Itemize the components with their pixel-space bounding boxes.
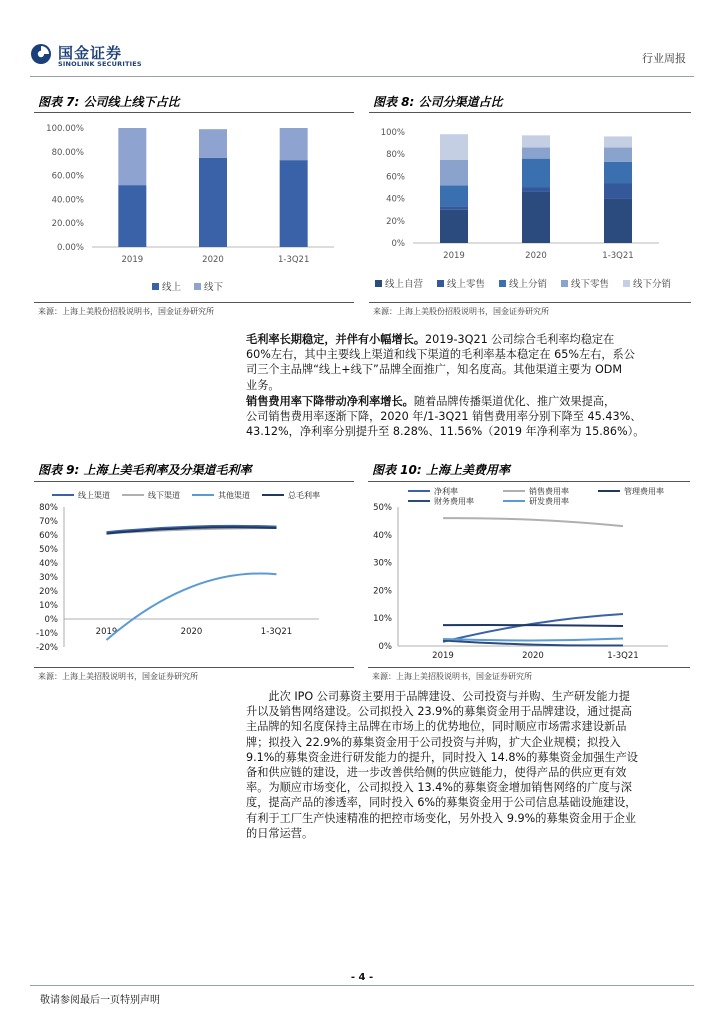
text-line: 度，提高产品的渗透率，同时投入 6%的募集资金用于公司信息基础设施建设，: [246, 796, 637, 810]
legend-label: 销售费用率: [529, 487, 569, 496]
legend-label: 线下零售: [571, 279, 610, 290]
legend-label: 其他渠道: [218, 491, 250, 500]
text-line: 司三个主品牌“线上+线下”品牌全面推广，知名度高。其他渠道主要为 ODM: [246, 363, 623, 377]
text-line: 率。为顺应市场变化，公司拟投入 13.4%的募集资金增加销售网络的广度与深: [246, 781, 632, 795]
text-line: 有利于工厂生产快速精准的把控市场变化，另外投入 9.9%的募集资金用于企业: [246, 811, 636, 825]
text-line: 随着品牌传播渠道优化、推广效果提高，: [413, 395, 616, 408]
legend-swatch: [375, 280, 382, 287]
y-tick-label: -20%: [36, 643, 58, 653]
legend-swatch: [499, 280, 506, 287]
x-tick-label: 2019: [432, 651, 454, 661]
bar-segment-1: [522, 192, 550, 243]
paragraph-sales-expense: [246, 394, 692, 440]
paragraph-gross-margin: [246, 332, 692, 393]
y-tick-label: 80%: [386, 150, 405, 161]
bar-segment-4: [440, 160, 468, 186]
fig8-title-rule: [369, 112, 691, 113]
series-line-3: [443, 625, 623, 626]
bar-segment-1: [199, 158, 227, 247]
x-tick-label: 2020: [180, 627, 203, 637]
y-tick-label: 0%: [391, 239, 405, 249]
fig7-title: 图表 7: 公司线上线下占比: [38, 95, 180, 109]
page-number: - 4 -: [350, 972, 374, 983]
legend-label: 线下渠道: [148, 491, 180, 500]
fig9-source-rule: [34, 667, 354, 668]
y-tick-label: 50%: [39, 545, 58, 555]
y-tick-label: 40%: [373, 530, 392, 541]
fig10-chart: [368, 484, 690, 664]
text-line: 2019-3Q21 公司综合毛利率均稳定在: [425, 333, 615, 346]
text-line: 备和供应链的建设，进一步改善供给侧的供应链能力，使得产品的供应更有效: [246, 766, 627, 780]
fig9-chart: [34, 484, 354, 664]
bar-segment-1: [118, 185, 146, 247]
text-line: 9.1%的募集资金进行研发能力的提升，同时投入 14.8%的募集资金加强生产设: [246, 750, 638, 764]
y-tick-label: 100%: [380, 128, 405, 138]
fig10-source: 来源：上海上美招股说明书，国金证券研究所: [372, 672, 532, 681]
bar-segment-3: [522, 159, 550, 188]
y-tick-label: 0.00%: [56, 243, 84, 253]
y-tick-label: 80%: [39, 503, 58, 513]
x-tick-label: 2019: [121, 255, 144, 265]
fig7-chart: [34, 114, 354, 300]
legend-swatch: [437, 280, 444, 287]
y-tick-label: 40%: [39, 559, 58, 569]
legend-label: 管理费用率: [624, 487, 664, 496]
bar-segment-4: [522, 148, 550, 159]
text-line: 的日常运营。: [246, 826, 314, 840]
fig8-source-rule: [369, 302, 691, 303]
report-section-label: 行业周报: [642, 52, 686, 65]
y-tick-label: 30%: [373, 558, 392, 569]
fig7-source: 来源：上海上美股份招股说明书，国金证券研究所: [38, 307, 214, 316]
y-tick-label: 80.00%: [51, 147, 84, 158]
text-line: 业务。: [246, 378, 280, 392]
x-tick-label: 2019: [95, 627, 118, 637]
y-tick-label: -10%: [36, 629, 58, 639]
company-logo: [30, 42, 190, 72]
legend-label: 线上分销: [509, 279, 548, 290]
y-tick-label: 20%: [373, 586, 392, 597]
text-line: 主品牌的知名度保持主品牌在市场上的优势地位，同时顺应市场需求建设新品: [246, 720, 627, 734]
y-tick-label: 60.00%: [51, 171, 84, 182]
x-tick-label: 1-3Q21: [260, 627, 293, 637]
legend-swatch: [561, 280, 568, 287]
bar-segment-1: [604, 199, 632, 243]
x-tick-label: 2020: [202, 255, 224, 265]
bar-segment-2: [118, 128, 146, 185]
fig10-title: 图表 10: 上海上美费用率: [372, 463, 510, 477]
logo-en-text: SINOLINK SECURITIES: [58, 60, 142, 68]
y-tick-label: 40%: [386, 194, 405, 205]
legend-label: 线下分销: [633, 279, 672, 290]
header-divider: [30, 76, 694, 77]
x-tick-label: 2019: [443, 251, 465, 261]
bar-segment-1: [440, 210, 468, 243]
legend-label: 研发费用率: [529, 497, 569, 506]
paragraph-gross-margin-lead: 毛利率长期稳定，并伴有小幅增长。: [246, 333, 426, 346]
bar-segment-3: [604, 162, 632, 183]
y-tick-label: 10%: [373, 614, 392, 625]
legend-label: 线上自营: [385, 279, 424, 290]
y-tick-label: 30%: [39, 573, 58, 583]
legend-label: 线上: [162, 282, 182, 293]
legend-swatch: [623, 280, 630, 287]
bar-segment-1: [280, 160, 308, 247]
y-tick-label: 60%: [386, 172, 405, 183]
text-line: 公司销售费用率逐渐下降，2020 年/1-3Q21 销售费用率分别下降至 45.43%、: [246, 410, 642, 424]
fig10-source-rule: [368, 667, 690, 668]
bar-segment-2: [280, 128, 308, 160]
fig9-title-rule: [34, 481, 354, 482]
fig7-title-rule: [34, 112, 354, 113]
paragraph-ipo-funds: [246, 689, 692, 841]
text-line: 60%左右，其中主要线上渠道和线下渠道的毛利率基本稳定在 65%左右，系公: [246, 348, 635, 362]
bar-segment-5: [440, 134, 468, 160]
fig8-chart: [369, 114, 691, 300]
x-tick-label: 1-3Q21: [607, 651, 639, 661]
x-tick-label: 1-3Q21: [602, 251, 634, 261]
bar-segment-2: [604, 183, 632, 199]
y-tick-label: 70%: [39, 517, 58, 527]
y-tick-label: 0%: [44, 615, 58, 625]
text-line: 43.12%，净利率分别提升至 8.28%、11.56%（2019 年净利率为 15.86%）。: [246, 425, 645, 439]
y-tick-label: 50%: [373, 503, 392, 513]
logo-cn-text: 国金证券: [58, 44, 123, 62]
text-line: 此次 IPO 公司募资主要用于品牌建设、公司投资与并购、生产研发能力提: [268, 690, 630, 703]
fig8-title: 图表 8: 公司分渠道占比: [373, 95, 503, 109]
footer-divider: [30, 985, 694, 986]
bar-segment-2: [199, 129, 227, 158]
legend-swatch: [152, 283, 159, 290]
y-tick-label: 10%: [39, 601, 58, 611]
logo-mark-icon: [30, 43, 52, 65]
legend-label: 财务费用率: [434, 497, 474, 506]
y-tick-label: 20.00%: [51, 219, 84, 230]
text-line: 牌；拟投入 22.9%的募集资金用于公司投资与并购，扩大企业规模；拟投入: [246, 735, 621, 749]
y-tick-label: 100.00%: [46, 124, 84, 134]
footer-disclaimer: 敬请参阅最后一页特别声明: [40, 995, 160, 1006]
fig7-source-rule: [34, 302, 354, 303]
y-tick-label: 40.00%: [51, 195, 84, 206]
x-tick-label: 1-3Q21: [277, 255, 310, 265]
y-tick-label: 20%: [39, 587, 58, 597]
bar-segment-5: [604, 136, 632, 147]
series-line-5: [443, 638, 623, 640]
x-tick-label: 2020: [525, 251, 547, 261]
series-line-1: [443, 614, 623, 642]
bar-segment-2: [522, 188, 550, 192]
y-tick-label: 0%: [378, 642, 392, 652]
bar-segment-4: [604, 148, 632, 162]
bar-segment-5: [522, 135, 550, 147]
fig9-title: 图表 9: 上海上美毛利率及分渠道毛利率: [38, 463, 252, 477]
x-tick-label: 2020: [522, 651, 544, 661]
bar-segment-2: [440, 206, 468, 209]
paragraph-sales-expense-lead: 销售费用率下降带动净利率增长。: [246, 395, 414, 408]
legend-label: 线下: [204, 282, 224, 293]
text-line: 升以及销售网络建设。公司拟投入 23.9%的募集资金用于品牌建设，通过提高: [246, 705, 632, 719]
legend-label: 净利率: [434, 487, 458, 496]
legend-swatch: [194, 283, 201, 290]
series-line-2: [443, 518, 623, 526]
bar-segment-3: [440, 185, 468, 206]
legend-label: 总毛利率: [288, 491, 320, 500]
fig8-source: 来源：上海上美股份招股说明书，国金证券研究所: [373, 307, 549, 316]
fig9-source: 来源：上海上美招股说明书，国金证券研究所: [38, 672, 198, 681]
y-tick-label: 60%: [39, 531, 58, 541]
fig10-title-rule: [368, 481, 690, 482]
legend-label: 线上零售: [447, 279, 486, 290]
legend-label: 线上渠道: [78, 491, 110, 500]
y-tick-label: 20%: [386, 216, 405, 227]
